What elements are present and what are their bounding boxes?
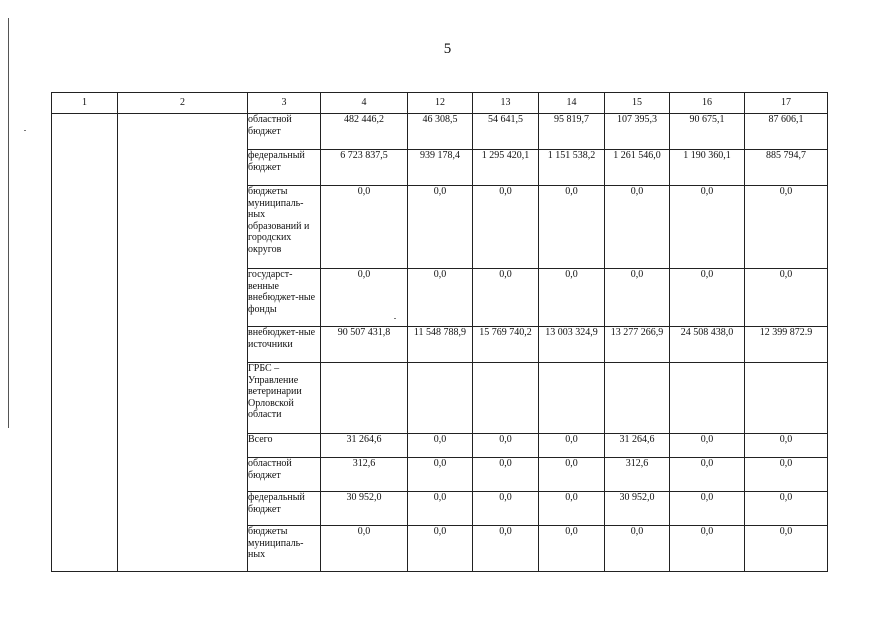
value-cell: 0,0 — [745, 458, 828, 492]
value-cell: 0,0 — [605, 526, 670, 572]
value-cell: 0,0 — [745, 434, 828, 458]
value-cell: 0,0 — [321, 269, 408, 327]
value-cell: 0,0 — [539, 434, 605, 458]
budget-table — [51, 92, 828, 572]
row-label: федеральный бюджет — [248, 492, 321, 526]
value-cell: 312,6 — [605, 458, 670, 492]
value-cell: 1 190 360,1 — [670, 150, 745, 186]
value-cell: 0,0 — [473, 526, 539, 572]
value-cell: 0,0 — [321, 526, 408, 572]
value-cell — [745, 363, 828, 434]
value-cell: 13 277 266,9 — [605, 327, 670, 363]
value-cell — [473, 363, 539, 434]
header-cell: 16 — [670, 93, 745, 114]
value-cell: 107 395,3 — [605, 114, 670, 150]
value-cell: 54 641,5 — [473, 114, 539, 150]
table-row — [52, 114, 828, 150]
row-label: бюджеты муниципаль-ных образований и городских округов — [248, 186, 321, 269]
value-cell: 0,0 — [605, 269, 670, 327]
value-cell: 0,0 — [670, 186, 745, 269]
value-cell: 1 261 546,0 — [605, 150, 670, 186]
value-cell: 15 769 740,2 — [473, 327, 539, 363]
value-cell: 939 178,4 — [408, 150, 473, 186]
row-label: ГРБС – Управление ветеринарии Орловской области — [248, 363, 321, 434]
header-cell: 15 — [605, 93, 670, 114]
value-cell: 0,0 — [539, 269, 605, 327]
value-cell: 0,0 — [539, 492, 605, 526]
row-label: государст-венные внебюджет-ные фонды — [248, 269, 321, 327]
row-label: бюджеты муниципаль-ных — [248, 526, 321, 572]
header-cell: 2 — [118, 93, 248, 114]
value-cell — [605, 363, 670, 434]
value-cell: 6 723 837,5 — [321, 150, 408, 186]
value-cell — [670, 363, 745, 434]
scan-edge-line — [8, 18, 9, 428]
header-cell: 3 — [248, 93, 321, 114]
header-cell: 12 — [408, 93, 473, 114]
value-cell: 1 295 420,1 — [473, 150, 539, 186]
value-cell — [539, 363, 605, 434]
value-cell — [408, 363, 473, 434]
value-cell: 0,0 — [539, 458, 605, 492]
row-label: федеральный бюджет — [248, 150, 321, 186]
value-cell: 312,6 — [321, 458, 408, 492]
header-row — [52, 93, 828, 114]
value-cell: 0,0 — [670, 526, 745, 572]
value-cell: 0,0 — [745, 492, 828, 526]
value-cell: 30 952,0 — [321, 492, 408, 526]
value-cell: 482 446,2 — [321, 114, 408, 150]
value-cell: 0,0 — [745, 186, 828, 269]
header-cell: 4 — [321, 93, 408, 114]
value-cell: 87 606,1 — [745, 114, 828, 150]
value-cell: 0,0 — [670, 269, 745, 327]
col2-cell — [118, 114, 248, 572]
value-cell: 12 399 872.9 — [745, 327, 828, 363]
value-cell — [321, 363, 408, 434]
page-number: 5 — [443, 41, 452, 57]
value-cell: 0,0 — [670, 492, 745, 526]
value-cell: 0,0 — [473, 186, 539, 269]
value-cell: 0,0 — [539, 526, 605, 572]
header-cell: 14 — [539, 93, 605, 114]
value-cell: 31 264,6 — [321, 434, 408, 458]
value-cell: 0,0 — [321, 186, 408, 269]
value-cell: 0,0 — [408, 269, 473, 327]
value-cell: 0,0 — [670, 434, 745, 458]
header-cell: 13 — [473, 93, 539, 114]
value-cell: 0,0 — [473, 492, 539, 526]
value-cell: 0,0 — [539, 186, 605, 269]
value-cell: 0,0 — [605, 186, 670, 269]
value-cell: 0,0 — [473, 269, 539, 327]
row-label: Всего — [248, 434, 321, 458]
value-cell: 46 308,5 — [408, 114, 473, 150]
value-cell: 0,0 — [745, 526, 828, 572]
value-cell: 11 548 788,9 — [408, 327, 473, 363]
value-cell: 1 151 538,2 — [539, 150, 605, 186]
header-cell: 1 — [52, 93, 118, 114]
value-cell: 0,0 — [408, 434, 473, 458]
value-cell: 90 507 431,8 — [321, 327, 408, 363]
value-cell: 0,0 — [745, 269, 828, 327]
value-cell: 90 675,1 — [670, 114, 745, 150]
scan-speck — [24, 130, 26, 131]
value-cell: 13 003 324,9 — [539, 327, 605, 363]
value-cell: 0,0 — [408, 492, 473, 526]
row-label: областной бюджет — [248, 114, 321, 150]
col1-cell — [52, 114, 118, 572]
value-cell: 0,0 — [408, 458, 473, 492]
value-cell: 0,0 — [473, 434, 539, 458]
value-cell: 31 264,6 — [605, 434, 670, 458]
value-cell: 24 508 438,0 — [670, 327, 745, 363]
value-cell: 95 819,7 — [539, 114, 605, 150]
header-cell: 17 — [745, 93, 828, 114]
value-cell: 0,0 — [408, 186, 473, 269]
value-cell: 0,0 — [408, 526, 473, 572]
value-cell: 0,0 — [670, 458, 745, 492]
value-cell: 885 794,7 — [745, 150, 828, 186]
value-cell: 30 952,0 — [605, 492, 670, 526]
value-cell: 0,0 — [473, 458, 539, 492]
row-label: областной бюджет — [248, 458, 321, 492]
row-label: внебюджет-ные источники — [248, 327, 321, 363]
